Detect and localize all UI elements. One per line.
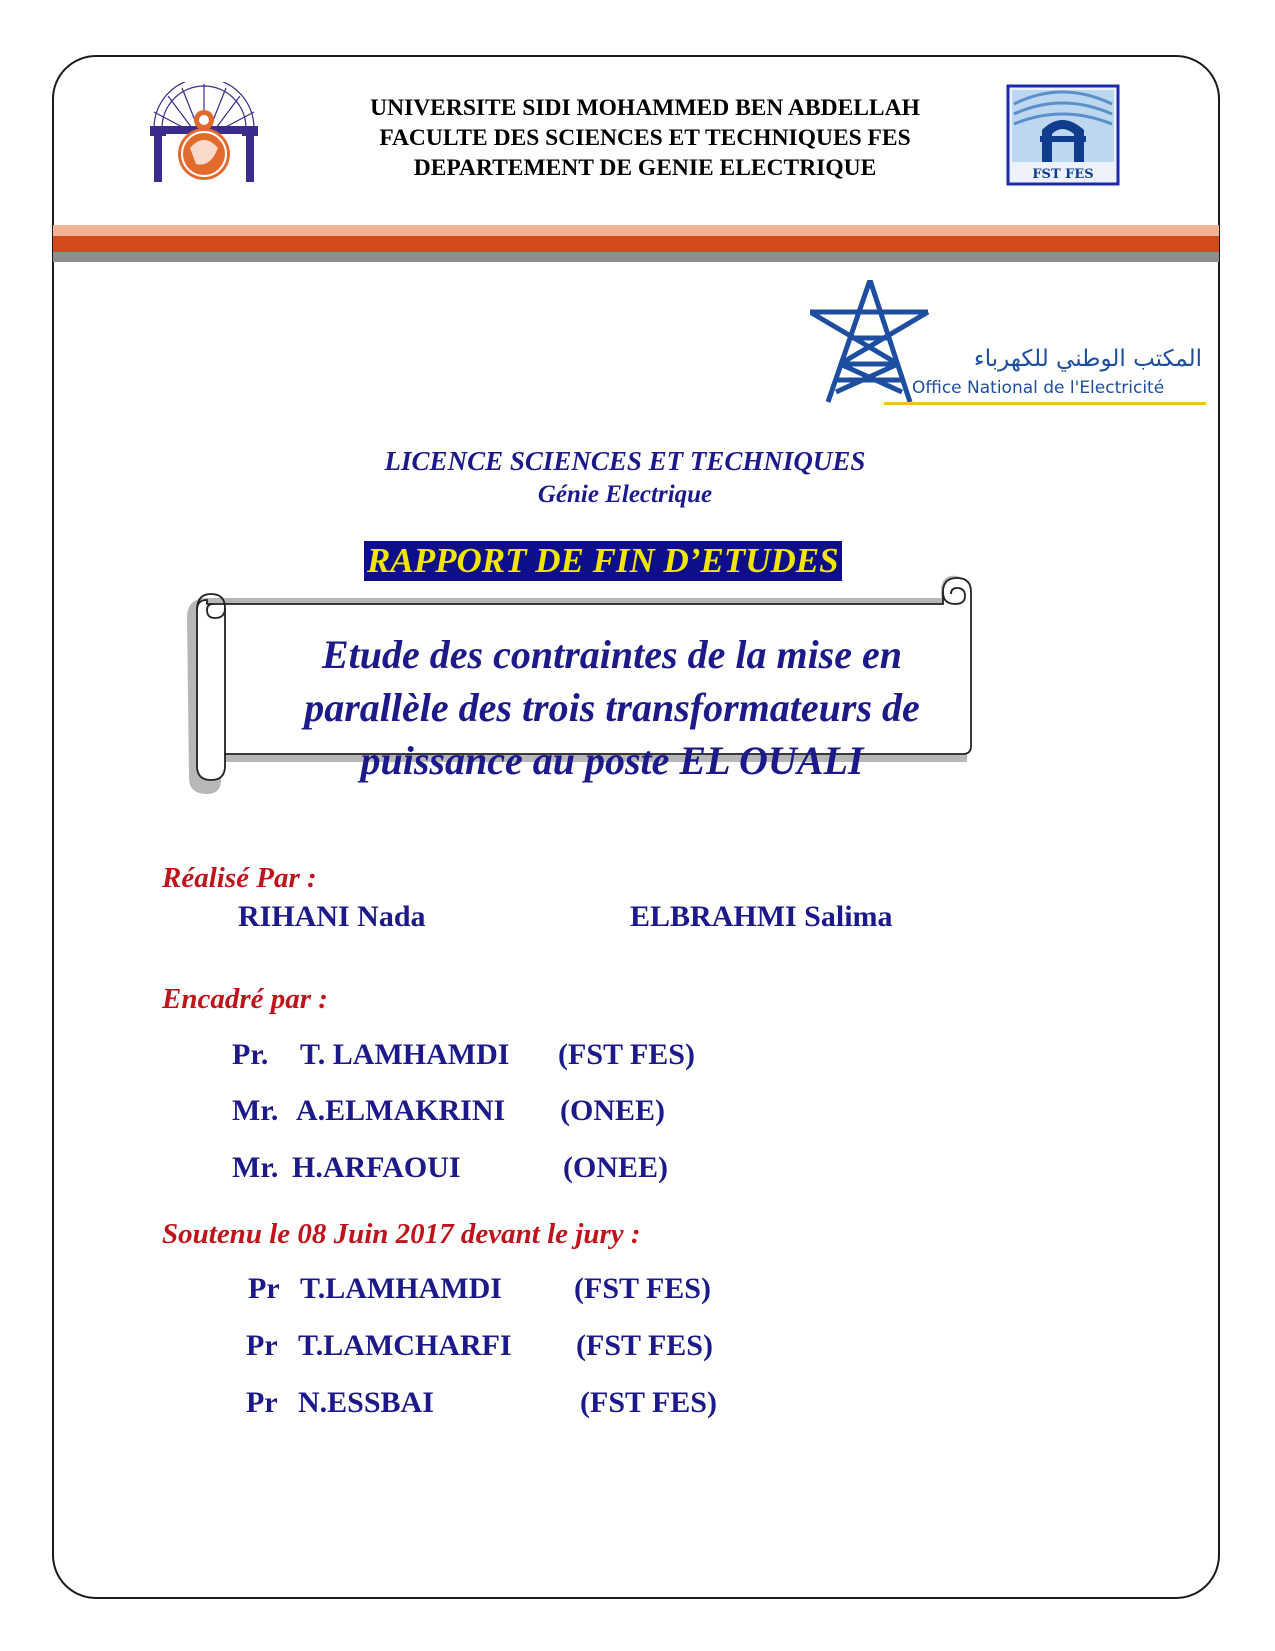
- program-title: LICENCE SCIENCES ET TECHNIQUES: [384, 446, 866, 476]
- header-band-orange: [53, 236, 1219, 252]
- supervisor-org: (ONEE): [560, 1094, 665, 1127]
- supervisor-name: H.ARFAOUI: [292, 1151, 461, 1184]
- header-band-grey: [53, 252, 1219, 262]
- supervisor-title: Mr.: [232, 1094, 279, 1127]
- student-name: ELBRAHMI Salima: [630, 900, 893, 933]
- supervisor-title: Pr.: [232, 1038, 269, 1071]
- title-line-3: puissance au poste EL OUALI: [360, 738, 864, 783]
- supervisor-name: A.ELMAKRINI: [296, 1094, 506, 1127]
- jury-name: N.ESSBAI: [298, 1386, 434, 1419]
- fst-logo-text: FST FES: [1032, 167, 1094, 182]
- one-french-name: Office National de l'Electricité: [912, 378, 1165, 398]
- header-line-department: DEPARTEMENT DE GENIE ELECTRIQUE: [413, 155, 877, 181]
- jury-title: Pr: [246, 1386, 278, 1419]
- header-line-university: UNIVERSITE SIDI MOHAMMED BEN ABDELLAH: [370, 95, 920, 121]
- jury-label: Soutenu le 08 Juin 2017 devant le jury :: [162, 1218, 641, 1250]
- header-band-light: [53, 225, 1219, 236]
- report-title: [242, 628, 982, 787]
- program-field: Génie Electrique: [537, 481, 713, 508]
- title-line-2: parallèle des trois transformateurs de: [304, 685, 920, 730]
- jury-name: T.LAMHAMDI: [300, 1272, 502, 1305]
- title-line-1: Etude des contraintes de la mise en: [322, 632, 902, 677]
- jury-org: (FST FES): [574, 1272, 711, 1305]
- university-logo: [148, 82, 260, 186]
- supervisor-org: (ONEE): [563, 1151, 668, 1184]
- report-type-highlight: RAPPORT DE FIN D’ETUDES: [364, 541, 842, 581]
- jury-title: Pr: [248, 1272, 280, 1305]
- jury-org: (FST FES): [576, 1329, 713, 1362]
- university-header: [300, 93, 990, 183]
- one-arabic-name: المكتب الوطني للكهرباء: [973, 346, 1202, 372]
- program-block: [300, 445, 950, 511]
- fst-fes-logo: [1006, 84, 1120, 186]
- realise-par-label: Réalisé Par :: [162, 862, 317, 894]
- jury-name: T.LAMCHARFI: [298, 1329, 512, 1362]
- encadre-par-label: Encadré par :: [162, 983, 328, 1015]
- student-name: RIHANI Nada: [238, 900, 426, 933]
- supervisor-title: Mr.: [232, 1151, 279, 1184]
- jury-org: (FST FES): [580, 1386, 717, 1419]
- header-line-faculty: FACULTE DES SCIENCES ET TECHNIQUES FES: [379, 125, 911, 151]
- supervisor-name: T. LAMHAMDI: [300, 1038, 510, 1071]
- one-logo-underline: [884, 402, 1206, 405]
- supervisor-org: (FST FES): [558, 1038, 695, 1071]
- jury-title: Pr: [246, 1329, 278, 1362]
